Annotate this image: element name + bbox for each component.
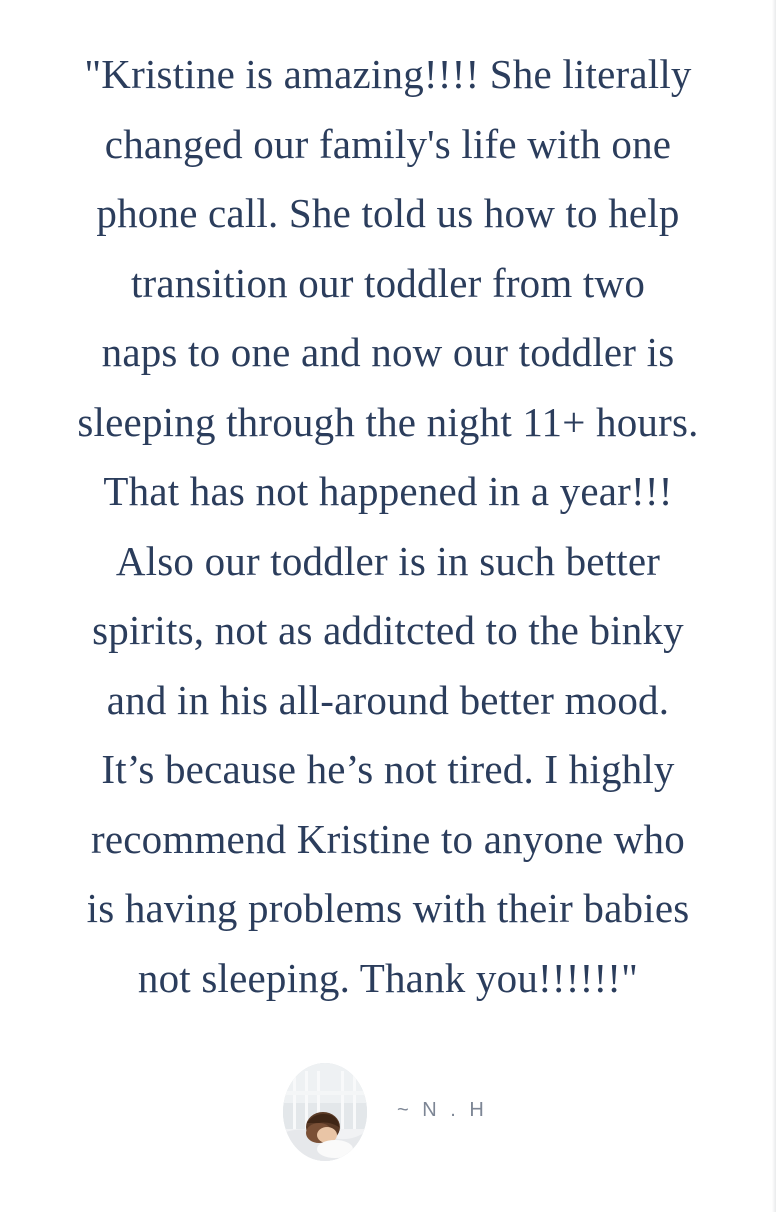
quote-line: changed our family's life with one — [104, 120, 672, 167]
quote-line: recommend Kristine to anyone who — [91, 815, 685, 862]
quote-line: and in his all-around better mood. — [106, 676, 670, 723]
quote-line: Also our toddler is in such better — [115, 537, 661, 584]
quote-line: spirits, not as additcted to the binky — [92, 607, 684, 653]
quote-line: not sleeping. Thank you!!!!!!" — [137, 954, 639, 1001]
quote-line: It’s because he’s not tired. I highly — [101, 746, 675, 792]
quote-line: That has not happened in a year!!! — [103, 468, 673, 514]
toddler-photo-icon — [283, 1063, 367, 1161]
testimonial-author — [283, 1063, 488, 1161]
avatar — [283, 1063, 367, 1161]
testimonial-quote — [36, 40, 740, 1013]
quote-line: transition our toddler from two — [130, 259, 646, 306]
author-name: ~ N . H — [397, 1098, 488, 1121]
quote-line: phone call. She told us how to help — [96, 190, 680, 236]
quote-line: is having problems with their babies — [86, 885, 690, 931]
quote-line: naps to one and now our toddler is — [101, 329, 675, 375]
page-edge-divider — [772, 0, 776, 1212]
quote-line: "Kristine is amazing!!!! She literally — [84, 51, 692, 97]
quote-line: sleeping through the night 11+ hours. — [77, 398, 699, 445]
